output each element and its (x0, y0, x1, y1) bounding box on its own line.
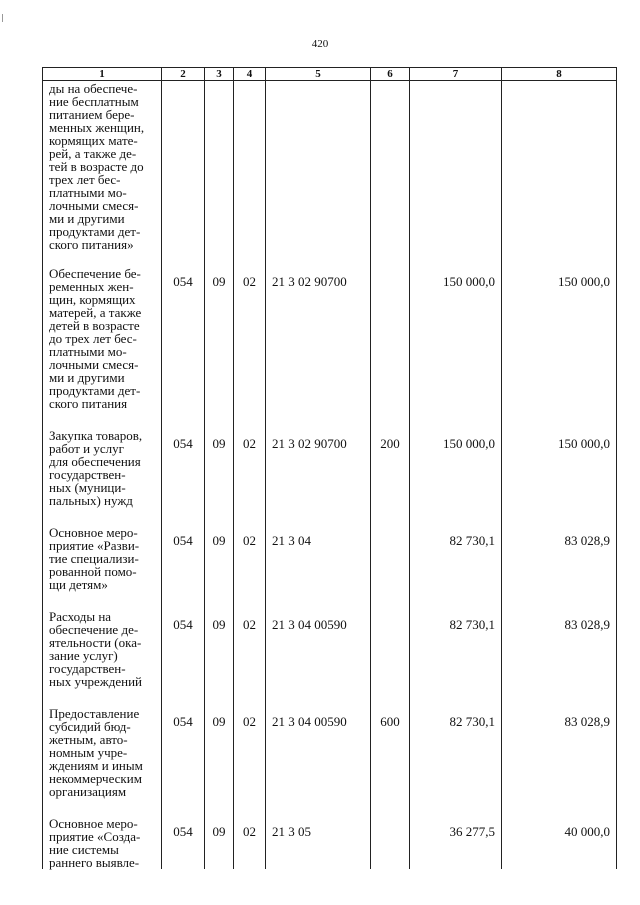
row-name-line: кормящих мате- (49, 133, 138, 148)
section-code-cell: 09 (205, 608, 234, 705)
subsection-code-cell: 02 (234, 705, 266, 815)
subsection-code-cell: 02 (234, 265, 266, 427)
row-name-line: платными мо- (49, 344, 127, 359)
amount-year2-cell: 83 028,9 (502, 705, 617, 815)
expense-type-cell (371, 524, 410, 608)
row-name-line: детей в возрасте (49, 318, 140, 333)
row-name-line: тей в возрасте до (49, 159, 144, 174)
row-name-line: государствен- (49, 661, 126, 676)
amount-year2-cell: 150 000,0 (502, 265, 617, 427)
row-name-cell (43, 815, 162, 869)
row-name-line: государствен- (49, 467, 126, 482)
row-name-line: платными мо- (49, 185, 127, 200)
column-header: 6 (371, 68, 410, 81)
page-number: 420 (311, 38, 329, 50)
table-row (43, 265, 617, 427)
row-name-line: для обеспечения (49, 454, 141, 469)
section-code-cell: 09 (205, 427, 234, 524)
amount-year2-cell (502, 81, 617, 266)
row-name-line: ского питания» (49, 237, 134, 252)
section-code-cell: 09 (205, 705, 234, 815)
row-name-line: щи детям» (49, 577, 108, 592)
column-header: 4 (234, 68, 266, 81)
row-name-line: продуктами дет- (49, 224, 141, 239)
target-article-cell: 21 3 02 90700 (266, 427, 371, 524)
row-name-line: раннего выявле- (49, 855, 140, 870)
row-name-line: ми и другими (49, 370, 125, 385)
budget-table (42, 67, 617, 869)
row-name-line: зание услуг) (49, 648, 118, 663)
amount-year1-cell: 150 000,0 (410, 427, 502, 524)
subsection-code-cell: 02 (234, 815, 266, 869)
header-row (43, 68, 617, 81)
ministry-code-cell: 054 (162, 524, 205, 608)
section-code-cell: 09 (205, 524, 234, 608)
row-name-line: приятие «Созда- (49, 829, 141, 844)
table-row (43, 705, 617, 815)
row-name-cell (43, 524, 162, 608)
subsection-code-cell: 02 (234, 608, 266, 705)
expense-type-cell (371, 608, 410, 705)
expense-type-cell (371, 265, 410, 427)
ministry-code-cell: 054 (162, 815, 205, 869)
row-name-cell (43, 81, 162, 266)
row-name-line: менных женщин, (49, 120, 145, 135)
amount-year2-cell: 150 000,0 (502, 427, 617, 524)
row-name-line: до трех лет бес- (49, 331, 137, 346)
row-name-line: Основное меро- (49, 525, 138, 540)
row-name-line: ятельности (ока- (49, 635, 142, 650)
row-name-line: лочными смеся- (49, 198, 139, 213)
table-row (43, 81, 617, 266)
amount-year1-cell: 82 730,1 (410, 608, 502, 705)
row-name-line: ждениям и иным (49, 758, 143, 773)
row-name-line: жетным, авто- (49, 732, 128, 747)
row-name-line: трех лет бес- (49, 172, 121, 187)
row-name-line: ского питания (49, 396, 128, 411)
row-name-line: ды на обеспече- (49, 81, 138, 96)
row-name-line: приятие «Разви- (49, 538, 140, 553)
section-code-cell: 09 (205, 265, 234, 427)
target-article-cell: 21 3 04 (266, 524, 371, 608)
ministry-code-cell (162, 81, 205, 266)
row-name-line: ние бесплатным (49, 94, 139, 109)
row-name-line: тие специализи- (49, 551, 139, 566)
row-name-line: пальных) нужд (49, 493, 133, 508)
column-header: 2 (162, 68, 205, 81)
table-row (43, 427, 617, 524)
amount-year1-cell: 82 730,1 (410, 705, 502, 815)
row-name-line: рованной помо- (49, 564, 137, 579)
amount-year1-cell: 36 277,5 (410, 815, 502, 869)
row-name-line: лочными смеся- (49, 357, 139, 372)
row-name-line: Закупка товаров, (49, 428, 143, 443)
amount-year2-cell: 40 000,0 (502, 815, 617, 869)
row-name-line: ременных жен- (49, 279, 134, 294)
row-name-line: Обеспечение бе- (49, 266, 141, 281)
column-header: 5 (266, 68, 371, 81)
row-name-line: ние системы (49, 842, 119, 857)
row-name-line: субсидий бюд- (49, 719, 131, 734)
row-name-line: некоммерческим (49, 771, 142, 786)
column-header: 7 (410, 68, 502, 81)
row-name-line: продуктами дет- (49, 383, 141, 398)
row-name-line: питанием бере- (49, 107, 135, 122)
column-header: 3 (205, 68, 234, 81)
target-article-cell: 21 3 05 (266, 815, 371, 869)
row-name-line: номным учре- (49, 745, 128, 760)
row-name-line: ми и другими (49, 211, 125, 226)
row-name-line: обеспечение де- (49, 622, 139, 637)
row-name-cell (43, 265, 162, 427)
target-article-cell: 21 3 04 00590 (266, 705, 371, 815)
row-name-line: щин, кормящих (49, 292, 136, 307)
target-article-cell: 21 3 04 00590 (266, 608, 371, 705)
subsection-code-cell (234, 81, 266, 266)
row-name-line: Расходы на (49, 609, 112, 624)
row-name-cell (43, 608, 162, 705)
margin-mark (2, 14, 5, 22)
column-header: 1 (43, 68, 162, 81)
table-row (43, 524, 617, 608)
row-name-line: ных учреждений (49, 674, 142, 689)
amount-year1-cell: 82 730,1 (410, 524, 502, 608)
subsection-code-cell: 02 (234, 427, 266, 524)
row-name-line: Предоставление (49, 706, 140, 721)
table-row (43, 608, 617, 705)
row-name-cell (43, 705, 162, 815)
amount-year1-cell (410, 81, 502, 266)
row-name-cell (43, 427, 162, 524)
row-name-line: рей, а также де- (49, 146, 137, 161)
table-row (43, 815, 617, 869)
column-header: 8 (502, 68, 617, 81)
section-code-cell (205, 81, 234, 266)
target-article-cell: 21 3 02 90700 (266, 265, 371, 427)
expense-type-cell: 600 (371, 705, 410, 815)
amount-year2-cell: 83 028,9 (502, 608, 617, 705)
ministry-code-cell: 054 (162, 265, 205, 427)
target-article-cell (266, 81, 371, 266)
subsection-code-cell: 02 (234, 524, 266, 608)
section-code-cell: 09 (205, 815, 234, 869)
expense-type-cell (371, 81, 410, 266)
ministry-code-cell: 054 (162, 427, 205, 524)
row-name-line: матерей, а также (49, 305, 142, 320)
amount-year2-cell: 83 028,9 (502, 524, 617, 608)
row-name-line: ных (муници- (49, 480, 126, 495)
expense-type-cell: 200 (371, 427, 410, 524)
ministry-code-cell: 054 (162, 608, 205, 705)
expense-type-cell (371, 815, 410, 869)
ministry-code-cell: 054 (162, 705, 205, 815)
row-name-line: организациям (49, 784, 127, 799)
row-name-line: Основное меро- (49, 816, 138, 831)
row-name-line: работ и услуг (49, 441, 124, 456)
amount-year1-cell: 150 000,0 (410, 265, 502, 427)
